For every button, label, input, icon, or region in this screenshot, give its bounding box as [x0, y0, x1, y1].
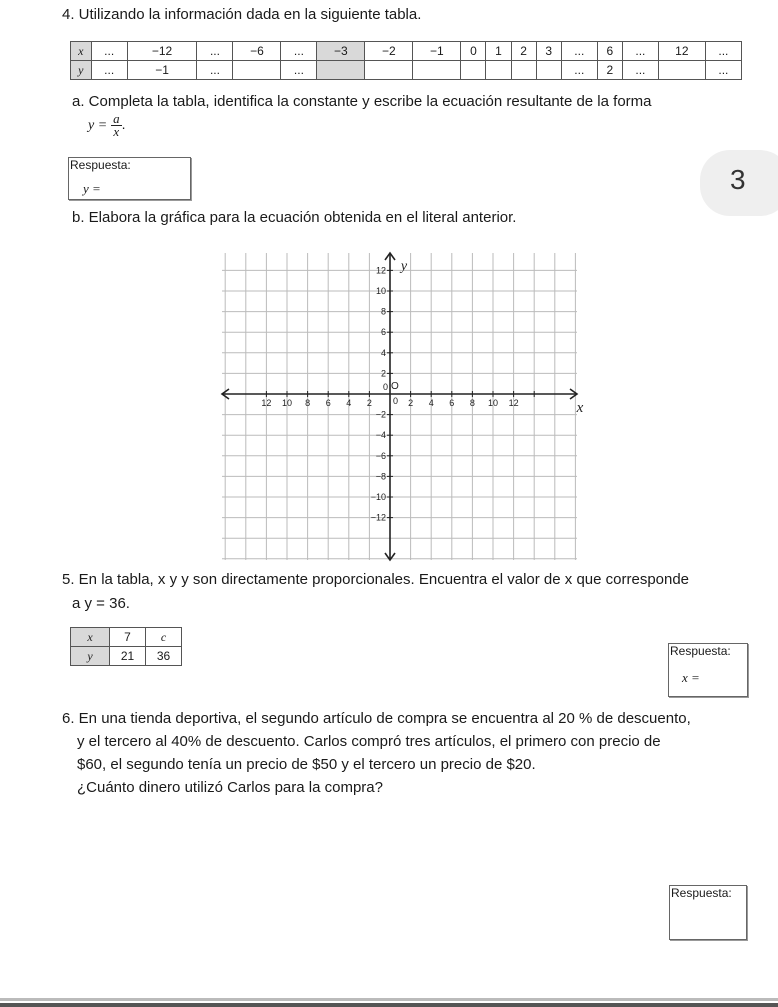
formula-lhs: y =	[88, 118, 108, 134]
table-cell-x: 3	[536, 42, 561, 61]
answer-label: Respuesta:	[670, 644, 731, 658]
origin-label: 0	[382, 382, 388, 392]
x-tick-label: 8	[469, 398, 475, 408]
table-cell-y: ...	[622, 61, 658, 80]
y-tick-label: 2	[380, 368, 386, 379]
answer-equation: x =	[682, 670, 700, 685]
answer-label: Respuesta:	[70, 158, 131, 172]
table-cell-x: −1	[413, 42, 461, 61]
question-5-line2: a y = 36.	[72, 595, 130, 612]
y-axis-label: y	[400, 259, 408, 274]
formula-numerator: a	[113, 111, 120, 126]
formula-end: .	[121, 116, 126, 133]
y-tick-label: −6	[375, 450, 386, 461]
table-cell-x: 1	[486, 42, 511, 61]
formula-denominator: x	[113, 124, 120, 139]
part-a-text: a. Completa la tabla, identifica la constante y escribe la ecuación resultante de la forma	[72, 93, 652, 110]
y-header: y	[71, 647, 110, 666]
x-tick-label: 4	[346, 398, 352, 408]
question-4-title: 4. Utilizando la información dada en la siguiente tabla.	[62, 6, 422, 23]
origin-label: 0	[393, 396, 399, 406]
question-6-line4: ¿Cuánto dinero utilizó Carlos para la compra?	[77, 779, 383, 796]
x-tick-label: 10	[487, 398, 499, 408]
cell: 21	[110, 647, 146, 666]
table-cell-x: −2	[365, 42, 413, 61]
answer-box-6[interactable]	[669, 885, 747, 940]
cell: 7	[110, 628, 146, 647]
table-cell-y: ...	[281, 61, 317, 80]
y-tick-label: −12	[370, 512, 386, 523]
table-cell-y: 2	[597, 61, 622, 80]
y-tick-label: −8	[375, 471, 386, 482]
answer-label: Respuesta:	[671, 886, 732, 900]
answer-box-5[interactable]	[668, 643, 748, 697]
table-cell-x: −6	[233, 42, 281, 61]
answer-equation: y =	[83, 181, 101, 196]
x-header: x	[71, 42, 92, 61]
x-tick-label: 6	[325, 398, 331, 408]
x-tick-label: 6	[449, 398, 455, 408]
question-5-line1: 5. En la tabla, x y y son directamente proporcionales. Encuentra el valor de x que corresponde	[62, 571, 690, 588]
cell: c	[146, 628, 182, 647]
table-cell-x: ...	[705, 42, 741, 61]
table-cell-x: −12	[127, 42, 197, 61]
x-tick-label: 8	[305, 398, 311, 408]
y-tick-label: −4	[375, 430, 386, 441]
x-header: x	[71, 628, 110, 647]
table-cell-x: ...	[561, 42, 597, 61]
question-6-line3: $60, el segundo tenía un precio de $50 y el tercero un precio de $20.	[77, 756, 536, 773]
table-cell-x: ...	[91, 42, 127, 61]
table-cell-y: ...	[91, 61, 127, 80]
y-header: y	[71, 61, 92, 80]
table-cell-x: 12	[658, 42, 705, 61]
table-cell-x: 2	[511, 42, 536, 61]
proportion-table	[70, 627, 182, 666]
y-tick-label: 8	[380, 306, 386, 317]
x-tick-label: 4	[428, 398, 434, 408]
x-tick-label: 2	[408, 398, 414, 408]
x-tick-label: 2	[366, 398, 372, 408]
table-cell-y: ...	[197, 61, 233, 80]
table-cell-y: ...	[561, 61, 597, 80]
table-cell-y: −1	[127, 61, 197, 80]
y-tick-label: 10	[375, 286, 386, 296]
origin-label: O	[391, 381, 399, 392]
x-tick-label: 10	[281, 398, 293, 408]
question-6-line2: y el tercero al 40% de descuento. Carlos compró tres artículos, el primero con precio de	[77, 733, 661, 750]
x-axis-label: x	[576, 400, 584, 416]
table-cell-y: ...	[705, 61, 741, 80]
part-b-text: b. Elabora la gráfica para la ecuación obtenida en el literal anterior.	[72, 209, 517, 226]
table-cell-x: ...	[622, 42, 658, 61]
divider	[0, 998, 778, 1001]
x-tick-label: 12	[261, 398, 272, 408]
question-6-line1: 6. En una tienda deportiva, el segundo artículo de compra se encuentra al 20 % de descuento,	[62, 710, 691, 727]
table-cell-x: 6	[597, 42, 622, 61]
bottom-bar	[0, 1003, 778, 1007]
table-cell-x: −3	[317, 42, 365, 61]
y-tick-label: −10	[370, 492, 386, 502]
table-cell-x: 0	[461, 42, 486, 61]
y-tick-label: 6	[380, 327, 386, 338]
y-tick-label: 12	[375, 265, 386, 276]
page-number: 3	[730, 164, 746, 195]
y-tick-label: −2	[375, 409, 386, 420]
x-tick-label: 12	[508, 398, 519, 408]
table-cell-x: ...	[281, 42, 317, 61]
cell: 36	[146, 647, 182, 666]
table-cell-x: ...	[197, 42, 233, 61]
y-tick-label: 4	[380, 347, 386, 358]
